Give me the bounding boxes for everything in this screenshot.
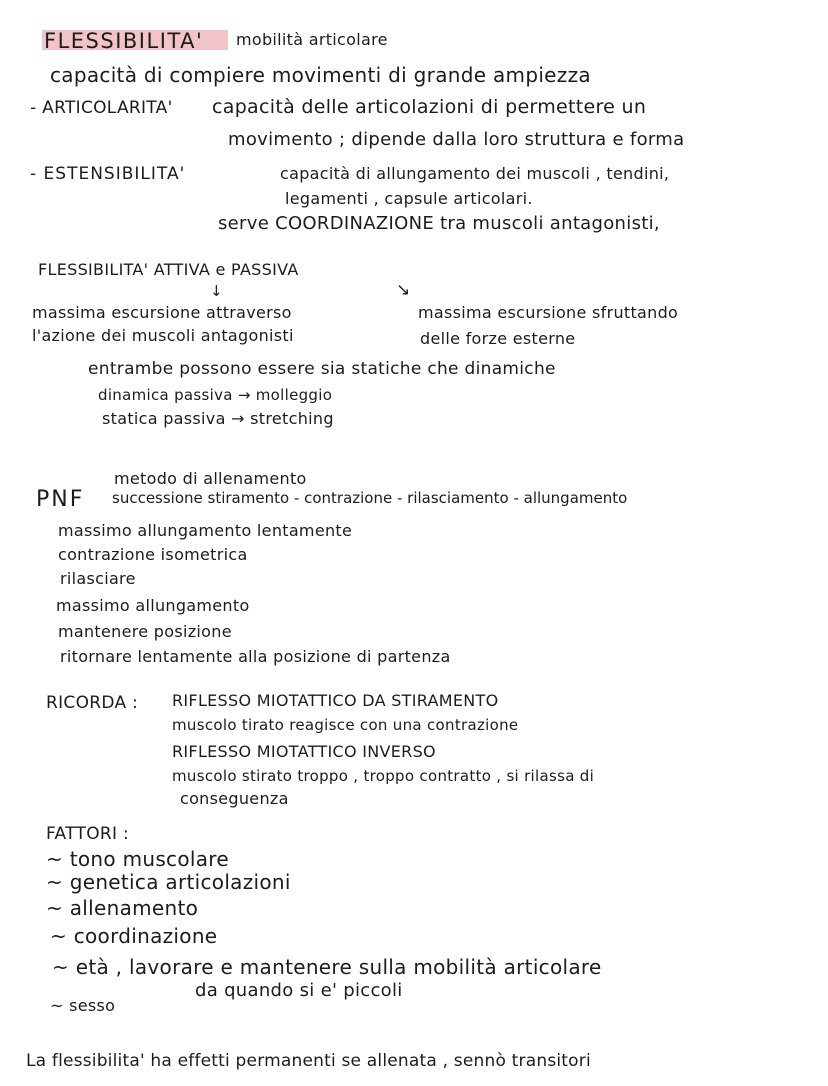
pnf-step: contrazione isometrica: [58, 545, 248, 564]
fattori-label: FATTORI :: [46, 824, 130, 844]
example-2: statica passiva → stretching: [102, 409, 334, 428]
ricorda-label: RICORDA :: [46, 693, 139, 713]
both-text: entrambe possono essere sia statiche che dinamiche: [88, 359, 556, 379]
fattori-item-continuation: da quando si e' piccoli: [195, 980, 403, 1001]
down-arrow-icon: ↓: [210, 282, 223, 300]
fattori-item: ~ allenamento: [46, 896, 199, 920]
passive-text-2: delle forze esterne: [420, 329, 576, 348]
reflex-2-text: muscolo stirato troppo , troppo contratto , si rilassa di: [172, 767, 595, 785]
pnf-note: metodo di allenamento: [114, 469, 307, 488]
fattori-item: ~ tono muscolare: [46, 847, 229, 871]
example-1: dinamica passiva → molleggio: [98, 386, 333, 404]
pnf-sequence: successione stiramento - contrazione - rilasciamento - allungamento: [112, 489, 628, 507]
active-text-2: l'azione dei muscoli antagonisti: [32, 326, 294, 345]
reflex-2-title: RIFLESSO MIOTATTICO INVERSO: [172, 742, 436, 761]
pnf-step: massimo allungamento lentamente: [58, 521, 353, 540]
pnf-step: mantenere posizione: [58, 622, 232, 641]
active-passive-title: FLESSIBILITA' ATTIVA e PASSIVA: [38, 260, 299, 279]
pnf-step: ritornare lentamente alla posizione di partenza: [60, 647, 451, 666]
pnf-label: PNF: [36, 487, 85, 512]
page-title: FLESSIBILITA': [44, 29, 204, 53]
reflex-1-text: muscolo tirato reagisce con una contrazione: [172, 716, 519, 734]
articolarita-label: - ARTICOLARITA': [30, 98, 173, 118]
estensibilita-text: capacità di allungamento dei muscoli , tendini,: [280, 164, 670, 183]
pnf-step: massimo allungamento: [56, 596, 250, 615]
estensibilita-label: - ESTENSIBILITA': [30, 164, 186, 184]
active-text-1: massima escursione attraverso: [32, 303, 292, 322]
reflex-2-text-2: conseguenza: [180, 789, 289, 808]
fattori-item: ~ genetica articolazioni: [46, 870, 291, 894]
passive-text-1: massima escursione sfruttando: [418, 303, 679, 322]
articolarita-text: capacità delle articolazioni di permettere un: [212, 96, 647, 118]
fattori-item: ~ età , lavorare e mantenere sulla mobilità articolare: [52, 955, 602, 979]
estensibilita-text-2: legamenti , capsule articolari.: [285, 189, 533, 208]
articolarita-text-2: movimento ; dipende dalla loro struttura e forma: [228, 129, 685, 150]
title-note: mobilità articolare: [236, 30, 388, 49]
reflex-1-title: RIFLESSO MIOTATTICO DA STIRAMENTO: [172, 691, 499, 710]
diagonal-arrow-icon: ↘: [396, 280, 411, 300]
pnf-step: rilasciare: [60, 569, 136, 588]
footer-note: La flessibilita' ha effetti permanenti se allenata , sennò transitori: [26, 1051, 591, 1071]
estensibilita-text-3: serve COORDINAZIONE tra muscoli antagonisti,: [218, 213, 660, 234]
fattori-item: ~ sesso: [50, 996, 116, 1015]
definition-line: capacità di compiere movimenti di grande ampiezza: [50, 63, 591, 87]
fattori-item: ~ coordinazione: [50, 924, 218, 948]
